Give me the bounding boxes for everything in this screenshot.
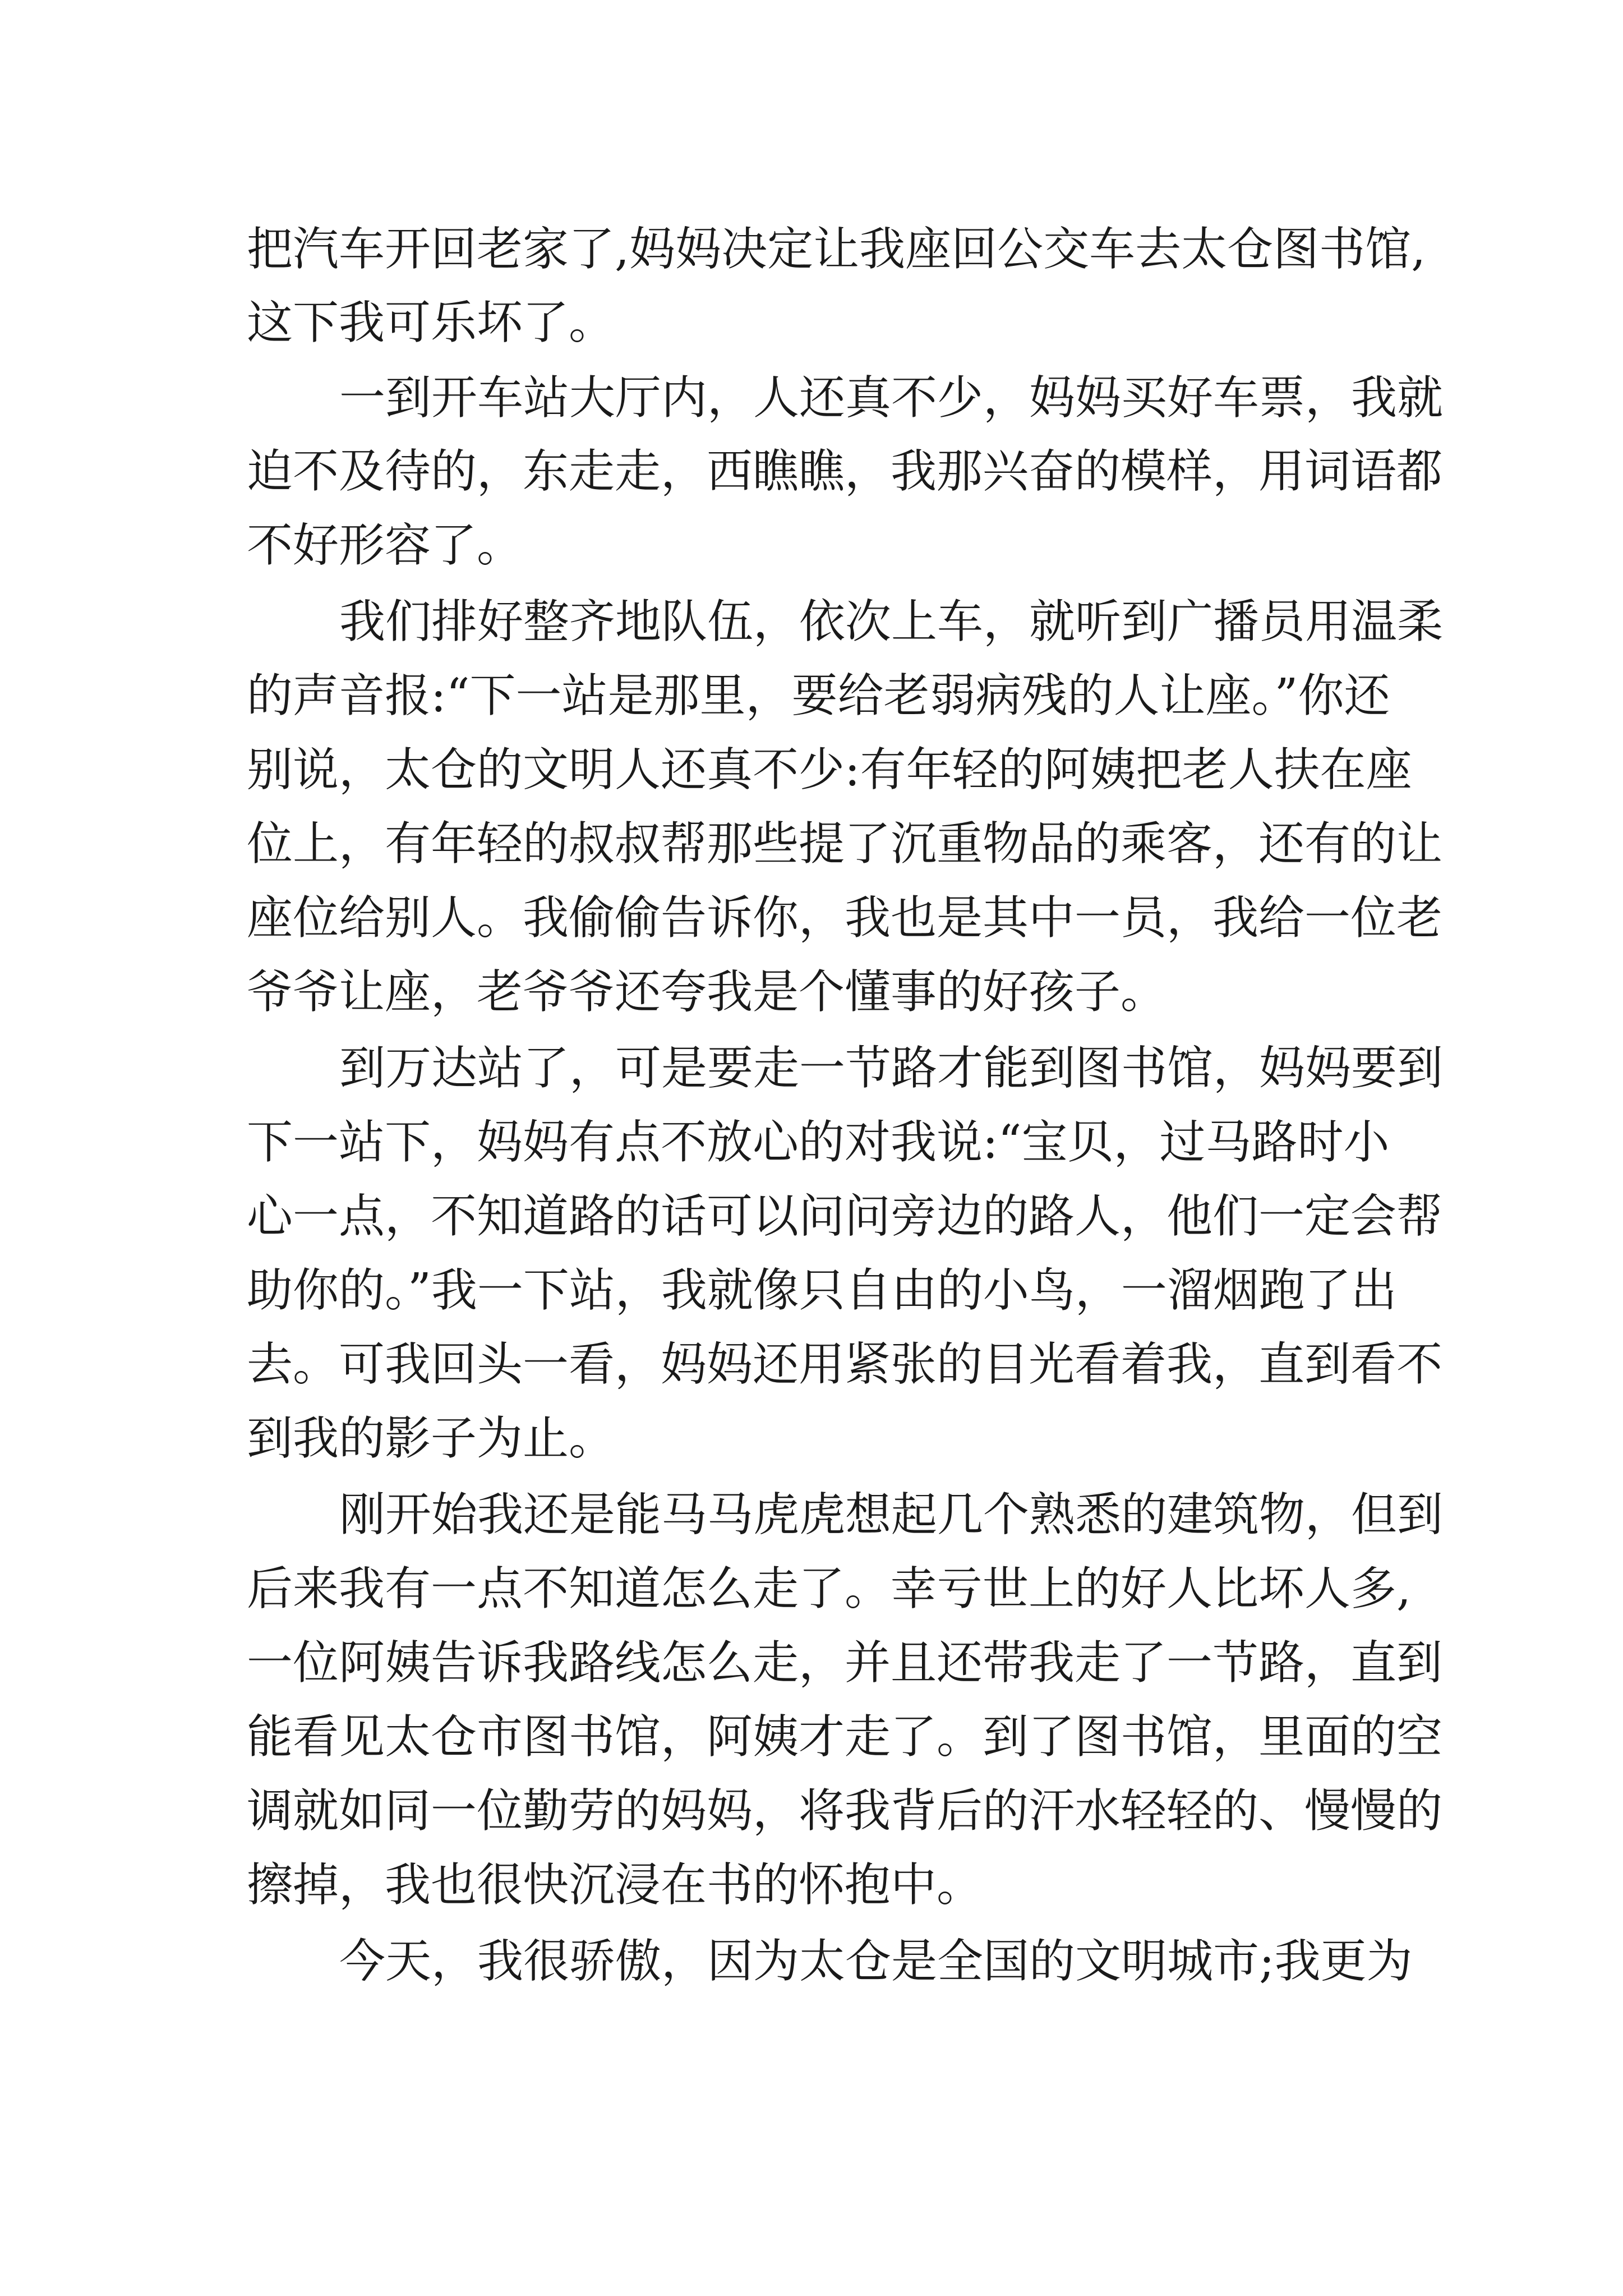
text-line: 调就如同一位勤劳的妈妈，将我背后的汗水轻轻的、慢慢的: [247, 1784, 1443, 1838]
text-line: 去。可我回头一看，妈妈还用紧张的目光看着我，直到看不: [247, 1338, 1443, 1391]
text-line: 一位阿姨告诉我路线怎么走，并且还带我走了一节路，直到: [247, 1636, 1443, 1690]
text-line: 后来我有一点不知道怎么走了。幸亏世上的好人比坏人多,: [247, 1562, 1412, 1616]
text-line: 下一站下，妈妈有点不放心的对我说:“宝贝，过马路时小: [247, 1116, 1390, 1169]
text-line: 把汽车开回老家了,妈妈决定让我座回公交车去太仓图书馆,: [247, 223, 1426, 276]
text-line: 位上，有年轻的叔叔帮那些提了沉重物品的乘客，还有的让: [247, 817, 1443, 871]
paragraph-first-line: 刚开始我还是能马马虎虎想起几个熟悉的建筑物，但到: [339, 1488, 1444, 1542]
text-line: 不好形容了。: [247, 519, 523, 572]
paragraph-first-line: 今天，我很骄傲，因为太仓是全国的文明城市;我更为: [339, 1935, 1413, 1988]
text-line: 擦掉，我也很快沉浸在书的怀抱中。: [247, 1858, 983, 1912]
paragraph-first-line: 我们排好整齐地队伍，依次上车，就听到广播员用温柔: [339, 595, 1444, 648]
text-line: 的声音报:“下一站是那里，要给老弱病残的人让座。”你还: [247, 669, 1390, 723]
text-line: 到我的影子为止。: [247, 1412, 615, 1465]
text-line: 能看见太仓市图书馆，阿姨才走了。到了图书馆，里面的空: [247, 1710, 1443, 1764]
text-line: 迫不及待的，东走走，西瞧瞧，我那兴奋的模样，用词语都: [247, 445, 1443, 498]
text-line: 助你的。”我一下站，我就像只自由的小鸟，一溜烟跑了出: [247, 1264, 1397, 1317]
text-line: 座位给别人。我偷偷告诉你，我也是其中一员，我给一位老: [247, 891, 1443, 945]
paragraph-first-line: 一到开车站大厅内，人还真不少，妈妈买好车票，我就: [339, 371, 1444, 425]
text-line: 爷爷让座，老爷爷还夸我是个懂事的好孩子。: [247, 965, 1167, 1019]
text-line: 心一点，不知道路的话可以问问旁边的路人，他们一定会帮: [247, 1190, 1443, 1243]
text-line: 别说，太仓的文明人还真不少:有年轻的阿姨把老人扶在座: [247, 743, 1412, 797]
paragraph-first-line: 到万达站了，可是要走一节路才能到图书馆，妈妈要到: [339, 1042, 1444, 1095]
text-line: 这下我可乐坏了。: [247, 296, 615, 349]
